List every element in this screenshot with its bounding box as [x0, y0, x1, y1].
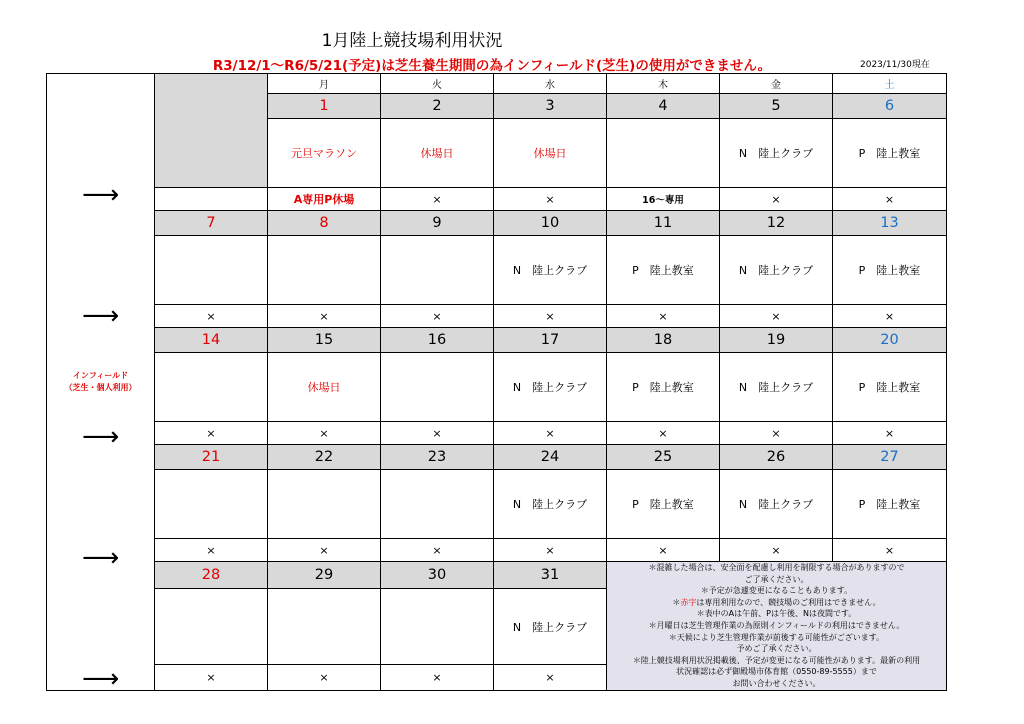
weekday-wed: 水 — [494, 74, 607, 94]
week5-dates — [47, 562, 947, 589]
infield-cell: × — [720, 305, 833, 328]
note-red-word: 赤字 — [680, 597, 697, 607]
date-cell: 2 — [381, 94, 494, 119]
arrow-icon: ⟶ — [82, 664, 120, 694]
weekday-fri: 金 — [720, 74, 833, 94]
date-cell: 14 — [155, 328, 268, 353]
note-line: ＊月曜日は芝生管理作業の為原則インフィールドの利用はできません。 — [648, 620, 905, 630]
note-line: ＊表中のAは午前、Pは午後、Nは夜間です。 — [696, 609, 857, 619]
arrow-icon: ⟶ — [82, 543, 120, 573]
week3-infield — [47, 422, 947, 445]
event-cell: P 陸上教室 — [833, 119, 947, 188]
date-cell: 7 — [155, 211, 268, 236]
infield-cell — [155, 188, 268, 211]
arrow-icon: ⟶ — [82, 422, 120, 452]
date-cell: 29 — [268, 562, 381, 589]
note-line: 状況確認は必ず御殿場市体育館（0550-89-5555）まで — [676, 667, 877, 677]
date-cell: 21 — [155, 445, 268, 470]
event-cell — [381, 353, 494, 422]
event-cell — [607, 119, 720, 188]
infield-cell: × — [381, 665, 494, 690]
event-cell: P 陸上教室 — [833, 353, 947, 422]
as-of-date: 2023/11/30現在 — [860, 60, 930, 70]
note-line: ＊混雑した場合は、安全面を配慮し利用を制限する場合がありますので — [648, 563, 905, 572]
event-cell: 休場日 — [268, 353, 381, 422]
date-cell: 5 — [720, 94, 833, 119]
date-cell: 31 — [494, 562, 607, 589]
week2-events — [47, 236, 947, 305]
note-text: は専用利用なので、競技場のご利用はできません。 — [696, 597, 881, 607]
note-line: お問い合わせください。 — [732, 678, 821, 688]
infield-cell: × — [607, 422, 720, 445]
infield-cell: × — [155, 422, 268, 445]
infield-cell: 16～専用 — [607, 188, 720, 211]
infield-cell: × — [268, 305, 381, 328]
infield-label: インフィールド — [72, 370, 129, 380]
week1-infield — [47, 188, 947, 211]
date-cell: 25 — [607, 445, 720, 470]
week3-dates — [47, 328, 947, 353]
date-cell: 26 — [720, 445, 833, 470]
event-cell — [381, 236, 494, 305]
event-cell — [155, 353, 268, 422]
note-line: ＊予定が急遽変更になることもあります。 — [700, 586, 853, 596]
infield-cell: × — [833, 188, 947, 211]
event-cell: P 陸上教室 — [833, 236, 947, 305]
date-cell: 12 — [720, 211, 833, 236]
date-cell: 16 — [381, 328, 494, 353]
date-cell: 17 — [494, 328, 607, 353]
arrow-icon: ⟶ — [82, 301, 120, 331]
note-line: ご了承ください。 — [744, 574, 809, 584]
usage-calendar — [46, 73, 947, 694]
infield-label-cell — [47, 74, 155, 694]
date-cell: 24 — [494, 445, 607, 470]
date-cell: 20 — [833, 328, 947, 353]
infield-cell: × — [494, 188, 607, 211]
infield-cell: × — [833, 539, 947, 562]
infield-cell: × — [833, 305, 947, 328]
event-cell: 休場日 — [494, 119, 607, 188]
event-cell: 休場日 — [381, 119, 494, 188]
event-cell: N 陸上クラブ — [720, 470, 833, 539]
week4-events — [47, 470, 947, 539]
infield-cell: × — [607, 305, 720, 328]
infield-cell: × — [494, 665, 607, 690]
date-cell: 3 — [494, 94, 607, 119]
infield-cell: × — [381, 188, 494, 211]
note-star: ＊ — [672, 597, 681, 607]
infield-cell: × — [607, 539, 720, 562]
week4-infield — [47, 539, 947, 562]
weekday-header-row — [47, 74, 947, 94]
event-cell: P 陸上教室 — [607, 236, 720, 305]
note-line: ＊天候により芝生管理作業が前後する可能性がございます。 — [668, 632, 885, 642]
date-cell: 4 — [607, 94, 720, 119]
event-cell: P 陸上教室 — [607, 470, 720, 539]
date-cell: 23 — [381, 445, 494, 470]
arrow-icon: ⟶ — [82, 180, 120, 210]
event-cell: N 陸上クラブ — [494, 589, 607, 665]
infield-cell: × — [381, 539, 494, 562]
infield-cell: × — [720, 188, 833, 211]
event-cell: N 陸上クラブ — [720, 236, 833, 305]
note-line: 予めご了承ください。 — [736, 644, 817, 654]
event-cell: N 陸上クラブ — [494, 470, 607, 539]
weekday-mon: 月 — [268, 74, 381, 94]
closure-notice: R3/12/1～R6/5/21(予定)は芝生養生期間の為インフィールド(芝生)の使用ができません。 — [212, 58, 772, 74]
note-line — [607, 597, 946, 609]
infield-cell: × — [155, 305, 268, 328]
event-cell: P 陸上教室 — [607, 353, 720, 422]
date-cell: 8 — [268, 211, 381, 236]
event-cell — [268, 470, 381, 539]
infield-cell: × — [720, 539, 833, 562]
page-title: 1月陸上競技場利用状況 — [321, 31, 503, 51]
week2-infield — [47, 305, 947, 328]
date-cell: 18 — [607, 328, 720, 353]
week2-dates — [47, 211, 947, 236]
event-cell — [155, 589, 268, 665]
infield-cell: × — [494, 539, 607, 562]
date-cell: 6 — [833, 94, 947, 119]
infield-sublabel: （芝生・個人利用） — [64, 382, 137, 392]
infield-cell: × — [494, 305, 607, 328]
notes-box — [607, 562, 947, 691]
event-cell: N 陸上クラブ — [720, 119, 833, 188]
infield-cell: × — [381, 422, 494, 445]
date-cell: 10 — [494, 211, 607, 236]
infield-cell: × — [381, 305, 494, 328]
event-cell — [155, 470, 268, 539]
date-cell: 28 — [155, 562, 268, 589]
infield-cell: A専用P休場 — [268, 188, 381, 211]
week3-events — [47, 353, 947, 422]
infield-cell: × — [833, 422, 947, 445]
infield-cell: × — [155, 665, 268, 690]
event-cell — [268, 589, 381, 665]
date-cell: 30 — [381, 562, 494, 589]
infield-cell: × — [155, 539, 268, 562]
event-cell: N 陸上クラブ — [494, 353, 607, 422]
date-cell: 27 — [833, 445, 947, 470]
infield-cell: × — [494, 422, 607, 445]
date-cell: 19 — [720, 328, 833, 353]
date-cell: 22 — [268, 445, 381, 470]
date-cell: 15 — [268, 328, 381, 353]
date-cell: 1 — [268, 94, 381, 119]
infield-cell: × — [268, 539, 381, 562]
weekday-thu: 木 — [607, 74, 720, 94]
infield-cell: × — [720, 422, 833, 445]
date-cell: 13 — [833, 211, 947, 236]
event-cell — [155, 236, 268, 305]
event-cell: N 陸上クラブ — [494, 236, 607, 305]
date-cell: 11 — [607, 211, 720, 236]
weekday-tue: 火 — [381, 74, 494, 94]
event-cell — [381, 589, 494, 665]
infield-cell: × — [268, 422, 381, 445]
event-cell: N 陸上クラブ — [720, 353, 833, 422]
blank-cell — [155, 74, 268, 188]
date-cell: 9 — [381, 211, 494, 236]
event-cell: P 陸上教室 — [833, 470, 947, 539]
event-cell: 元旦マラソン — [268, 119, 381, 188]
note-line: ＊陸上競技場利用状況掲載後、予定が変更になる可能性があります。最新の利用 — [632, 655, 921, 665]
weekday-sat: 土 — [833, 74, 947, 94]
event-cell — [381, 470, 494, 539]
event-cell — [268, 236, 381, 305]
infield-cell: × — [268, 665, 381, 690]
week4-dates — [47, 445, 947, 470]
